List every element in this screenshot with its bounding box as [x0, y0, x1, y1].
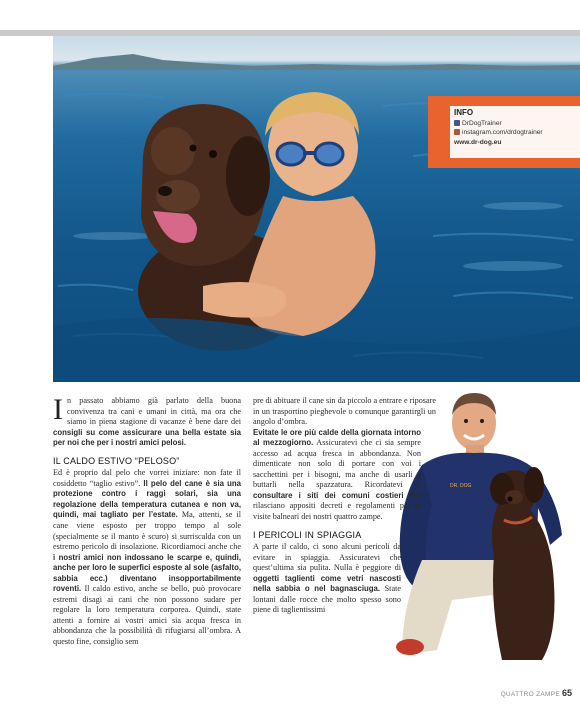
shirt-logo: DR. DOG: [450, 483, 472, 489]
drop-cap: I: [53, 393, 63, 426]
magazine-name: QUATTRO ZAMPE: [500, 691, 560, 698]
section-caldo-paragraph: Ed è proprio dal pelo che vorrei iniziare: non fate il cosiddetto “taglio estivo”. Il pelo del cane è sia una protezione contro i raggi solari, sia una regolazione della temperatura cutanea e non va, quindi, mai tagliato per l’estate. Ma, attenti, se il cane viene esposto per troppo tempo al sole (specialmente se il manto è scuro) si surriscalda con un estremo pericolo di insolazione. Ricordiamoci anche che i nostri amici non indossano le scarpe e, quindi, anche per loro le superfici esposte al sole (asfalto, sabbia ecc.) diventano insopportabilmente roventi. Il caldo estivo, anche se bello, può provocare estremi disagi ai cani che non possono sudare per regolare la loro temperatura corporea. Quindi, state attenti a fornire ai vostri amici sia acqua fresca in abbondanza che la possibilità di rifugiarsi all’ombra. A questo fine, consiglio sem: [53, 468, 242, 647]
info-instagram: [454, 129, 543, 136]
hero-photo-illustration: [53, 36, 580, 382]
section-heading-caldo: IL CALDO ESTIVO “PELOSO”: [53, 455, 180, 466]
info-title: INFO: [454, 108, 474, 117]
distant-hills: [53, 54, 580, 70]
website-link[interactable]: www.dr-dog.eu: [454, 139, 502, 146]
column2-paragraph-1: pre di abituare il cane sin da piccolo a entrare e riposare in un trasportino pieghevole o comunque garantirgli un angolo d’ombra.: [253, 396, 436, 427]
article-column-1: [53, 393, 242, 648]
page-footer: [501, 683, 572, 701]
section-pericoli-paragraph: A parte il caldo, ci sono alcuni pericoli da evitare in spiaggia. Assicuratevi che quest’ultima sia pulita. Nulla è peggiore di oggetti taglienti come vetri nascosti nella sabbia o nel bagnasciuga. State lontani dalle rocce che molto spesso sono piene di taglientissimi: [253, 542, 401, 615]
instagram-icon: [454, 129, 460, 135]
facebook-handle[interactable]: DrDogTrainer: [462, 120, 502, 127]
column2-paragraph-2: Evitate le ore più calde della giornata intorno al mezzogiorno. Assicuratevi che ci sia sempre accesso ad acqua fresca in abbondanza. Non dimenticate non solo di portare con voi i sacchettini per i bisogni, ma anche di usarli e buttarli nella spazzatura. Ricordatevi di consultare i siti dei comuni costieri che rilasciano appositi decreti e regolamenti per le visite balneari dei nostri quattro zampe.: [253, 427, 421, 522]
section-heading-pericoli: I PERICOLI IN SPIAGGIA: [253, 529, 362, 540]
intro-paragraph: In passato abbiamo già parlato della buona convivenza tra cani e umani in città, ma ora che siamo in piena stagione di vacanze è bene dare dei consigli su come assicurare una bella estate sia per noi che per i nostri amici pelosi.: [53, 393, 241, 448]
hero-photo: [53, 36, 580, 382]
facebook-icon: [454, 120, 460, 126]
instagram-link[interactable]: instagram.com/drdogtrainer: [462, 129, 543, 136]
article-column-2: [253, 396, 436, 616]
info-box: [428, 96, 580, 168]
info-facebook: [454, 120, 502, 127]
page-number: 65: [561, 688, 572, 698]
